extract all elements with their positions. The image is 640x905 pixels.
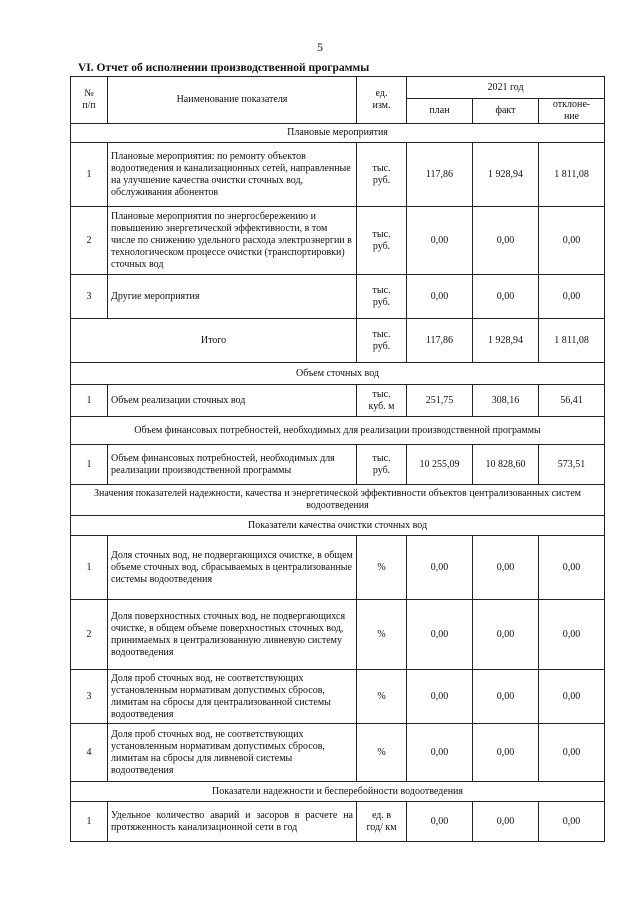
row-fact: 1 928,94	[473, 143, 539, 207]
row-plan: 0,00	[407, 536, 473, 600]
row-num: 3	[71, 275, 108, 319]
row-name: Доля проб сточных вод, не соответствующих установленным нормативам допустимых сбросов, лимитам на сбросы для централизованной системы водоотведения	[108, 670, 357, 724]
row-plan: 0,00	[407, 670, 473, 724]
row-unit: ед. в год/ км	[357, 802, 407, 842]
row-unit: %	[357, 536, 407, 600]
row-fact: 10 828,60	[473, 445, 539, 485]
row-fact: 308,16	[473, 385, 539, 417]
row-num: 1	[71, 143, 108, 207]
row-plan: 117,86	[407, 143, 473, 207]
header-name: Наименование показателя	[108, 77, 357, 124]
total-label: Итого	[71, 319, 357, 363]
section-title: VI. Отчет об исполнении производственной программы	[78, 62, 370, 74]
header-plan: план	[407, 99, 473, 124]
row-deviation: 0,00	[539, 670, 605, 724]
row-unit: %	[357, 670, 407, 724]
header-unit: ед. изм.	[357, 77, 407, 124]
row-plan: 0,00	[407, 802, 473, 842]
table-row	[71, 670, 605, 724]
row-name: Объем реализации сточных вод	[108, 385, 357, 417]
row-fact: 0,00	[473, 600, 539, 670]
row-deviation: 0,00	[539, 724, 605, 782]
row-name: Удельное количество аварий и засоров в расчете на протяженность канализационной сети в год	[108, 802, 357, 842]
row-num: 1	[71, 536, 108, 600]
table-row	[71, 536, 605, 600]
header-num: № п/п	[71, 77, 108, 124]
table-row	[71, 802, 605, 842]
section-header: Значения показателей надежности, качества и энергетической эффективности объектов централизованных систем водоотведения	[71, 485, 605, 516]
table-row	[71, 600, 605, 670]
row-deviation: 1 811,08	[539, 319, 605, 363]
row-unit: тыс. руб.	[357, 275, 407, 319]
table-row	[71, 275, 605, 319]
row-fact: 0,00	[473, 670, 539, 724]
section-header: Показатели надежности и бесперебойности водоотведения	[71, 782, 605, 802]
row-deviation: 0,00	[539, 536, 605, 600]
header-fact: факт	[473, 99, 539, 124]
row-deviation: 0,00	[539, 600, 605, 670]
row-name: Плановые мероприятия: по ремонту объектов водоотведения и канализационных сетей, направленные на улучшение качества очистки сточных вод, обслуживания абонентов	[108, 143, 357, 207]
row-plan: 10 255,09	[407, 445, 473, 485]
row-name: Другие мероприятия	[108, 275, 357, 319]
row-num: 4	[71, 724, 108, 782]
row-unit: %	[357, 600, 407, 670]
row-fact: 0,00	[473, 207, 539, 275]
row-unit: %	[357, 724, 407, 782]
row-unit: тыс. руб.	[357, 319, 407, 363]
header-deviation: отклоне- ние	[539, 99, 605, 124]
row-num: 1	[71, 802, 108, 842]
table-row	[71, 143, 605, 207]
row-name: Доля поверхностных сточных вод, не подвергающихся очистке, в общем объеме поверхностных сточных вод, принимаемых в централизованную ливневую систему водоотведения	[108, 600, 357, 670]
table-row	[71, 385, 605, 417]
row-fact: 0,00	[473, 275, 539, 319]
header-year: 2021 год	[407, 77, 605, 99]
row-num: 1	[71, 445, 108, 485]
row-deviation: 0,00	[539, 207, 605, 275]
row-plan: 0,00	[407, 600, 473, 670]
row-name: Объем финансовых потребностей, необходимых для реализации производственной программы	[108, 445, 357, 485]
table-row	[71, 724, 605, 782]
row-deviation: 573,51	[539, 445, 605, 485]
row-name: Плановые мероприятия по энергосбережению и повышению энергетической эффективности, в том числе по снижению удельного расхода электроэнергии в технологическом процессе очистки (транспортировки) сточных вод	[108, 207, 357, 275]
section-header: Объем финансовых потребностей, необходимых для реализации производственной программы	[71, 417, 605, 445]
row-fact: 0,00	[473, 536, 539, 600]
page-number: 5	[317, 40, 323, 54]
section-header: Показатели качества очистки сточных вод	[71, 516, 605, 536]
row-unit: тыс. куб. м	[357, 385, 407, 417]
row-name: Доля проб сточных вод, не соответствующих установленным нормативам допустимых сбросов, лимитам на сбросы для ливневой системы водоотведения	[108, 724, 357, 782]
row-deviation: 1 811,08	[539, 143, 605, 207]
row-deviation: 0,00	[539, 802, 605, 842]
row-num: 3	[71, 670, 108, 724]
row-fact: 0,00	[473, 802, 539, 842]
row-plan: 117,86	[407, 319, 473, 363]
total-row	[71, 319, 605, 363]
section-header: Плановые мероприятия	[71, 124, 605, 143]
production-program-table	[70, 76, 605, 842]
row-fact: 0,00	[473, 724, 539, 782]
row-unit: тыс. руб.	[357, 445, 407, 485]
row-unit: тыс. руб.	[357, 143, 407, 207]
row-plan: 251,75	[407, 385, 473, 417]
row-deviation: 0,00	[539, 275, 605, 319]
row-num: 2	[71, 600, 108, 670]
section-header: Объем сточных вод	[71, 363, 605, 385]
row-num: 2	[71, 207, 108, 275]
table-row	[71, 445, 605, 485]
row-plan: 0,00	[407, 724, 473, 782]
row-name: Доля сточных вод, не подвергающихся очистке, в общем объеме сточных вод, сбрасываемых в централизованные системы водоотведения	[108, 536, 357, 600]
row-plan: 0,00	[407, 275, 473, 319]
row-num: 1	[71, 385, 108, 417]
row-plan: 0,00	[407, 207, 473, 275]
row-fact: 1 928,94	[473, 319, 539, 363]
row-deviation: 56,41	[539, 385, 605, 417]
row-unit: тыс. руб.	[357, 207, 407, 275]
table-row	[71, 207, 605, 275]
